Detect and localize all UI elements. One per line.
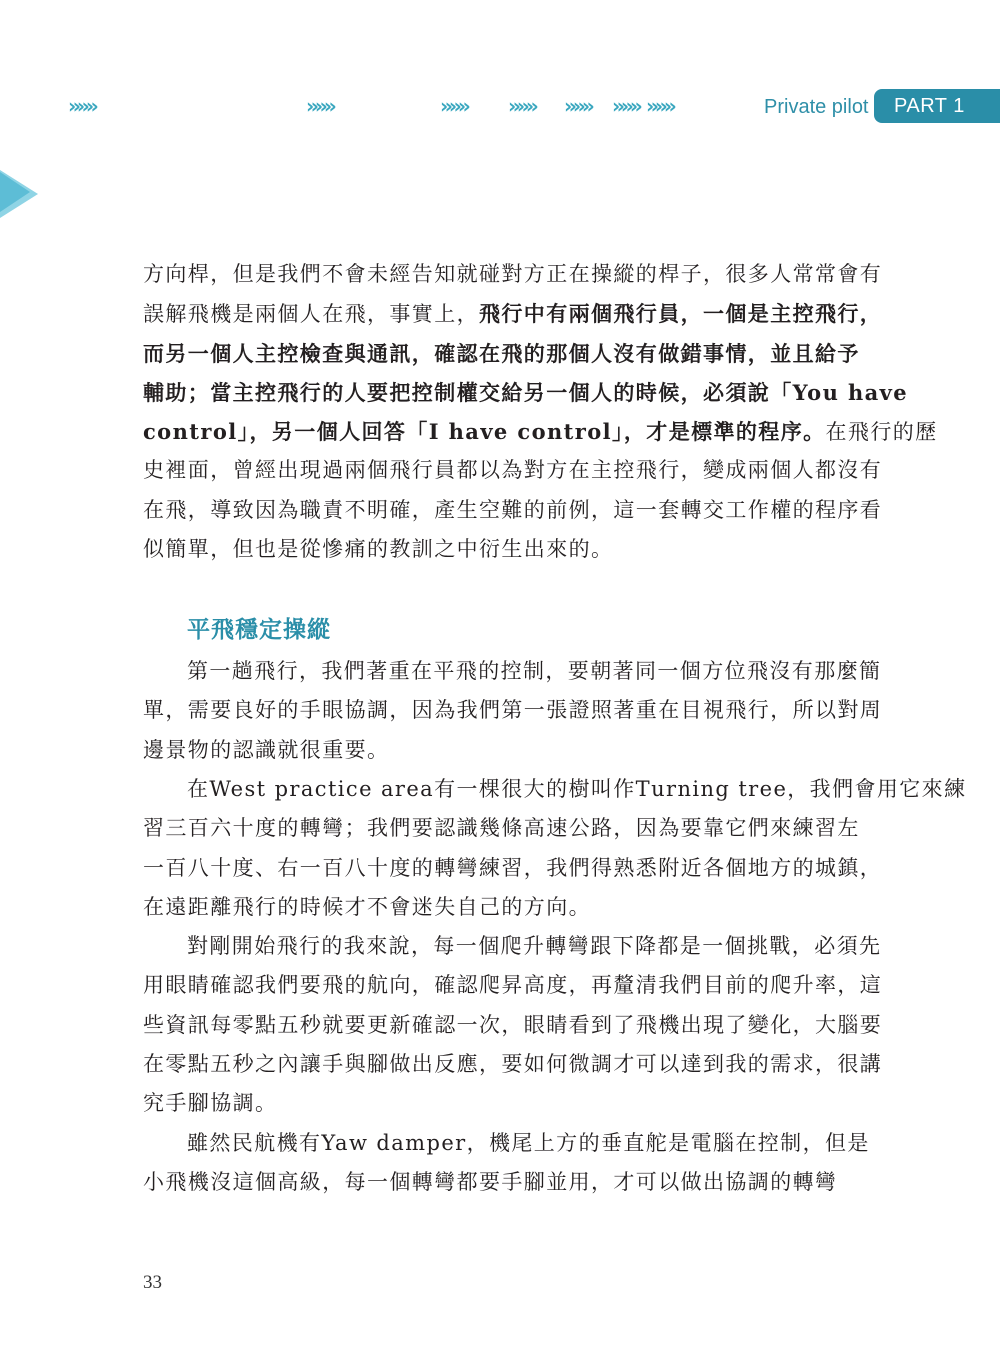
page-number: 33	[143, 1272, 162, 1293]
bold-text-span: 飛行中有兩個飛行員，一個是主控飛行，	[479, 301, 883, 327]
paragraph-level-flight	[143, 652, 903, 770]
text-line: 第一趟飛行，我們著重在平飛的控制，要朝著同一個方位飛沒有那麼簡	[187, 659, 882, 683]
text-line: 用眼睛確認我們要飛的航向，確認爬昇高度，再釐清我們目前的爬升率，這	[143, 973, 883, 998]
text-line: 究手腳協調。	[143, 1091, 278, 1116]
text-line: 小飛機沒這個高級，每一個轉彎都要手腳並用，才可以做出協調的轉彎	[143, 1170, 838, 1195]
text-line: 在遠距離飛行的時候才不會迷失自己的方向。	[143, 894, 591, 919]
chevron-decoration-icon: »»»	[508, 94, 535, 118]
text-line: 方向桿，但是我們不會未經告知就碰對方正在操縱的桿子，很多人常常會有	[143, 262, 883, 286]
text-line: 對剛開始飛行的我來說，每一個爬升轉彎跟下降都是一個挑戰，必須先	[187, 934, 882, 958]
text-line	[143, 294, 903, 333]
text-span: 誤解飛機是兩個人在飛，事實上，	[143, 302, 479, 327]
chevron-decoration-icon: »»»	[612, 94, 639, 118]
chevron-decoration-icon: »»»	[306, 94, 333, 118]
text-line: 史裡面，曾經出現過兩個飛行員都以為對方在主控飛行，變成兩個人都沒有	[143, 458, 883, 483]
corner-tab-inner-decoration	[0, 172, 30, 212]
paragraph-climb-turn	[143, 927, 903, 1123]
bold-text-span: control」，另一個人回答「I have control」，才是標準的程序。	[143, 419, 826, 445]
text-line	[143, 412, 938, 451]
paragraph-yaw-damper	[143, 1124, 903, 1203]
part-badge: PART 1	[874, 89, 1000, 123]
chevron-decoration-icon: »»»	[440, 94, 467, 118]
section-heading: 平飛穩定操縱	[187, 617, 331, 643]
text-line: 在West practice area有一棵很大的樹叫作Turning tree，我們會用它來練	[187, 777, 967, 801]
paragraph-practice-area	[143, 770, 967, 927]
text-line: 似簡單，但也是從慘痛的教訓之中衍生出來的。	[143, 537, 614, 562]
running-header-title: Private pilot	[764, 96, 869, 118]
text-line: 邊景物的認識就很重要。	[143, 737, 390, 762]
chevron-decoration-icon: »»»	[564, 94, 591, 118]
chevron-decoration-icon: »»»	[646, 94, 673, 118]
text-line: 雖然民航機有Yaw damper，機尾上方的垂直舵是電腦在控制，但是	[187, 1131, 870, 1155]
text-line: 在飛，導致因為職責不明確，產生空難的前例，這一套轉交工作權的程序看	[143, 497, 883, 522]
bold-text-line: 而另一個人主控檢查與通訊，確認在飛的那個人沒有做錯事情，並且給予	[143, 340, 860, 366]
text-span: 在飛行的歷	[825, 420, 938, 445]
text-line: 一百八十度、右一百八十度的轉彎練習，我們得熟悉附近各個地方的城鎮，	[143, 855, 883, 880]
text-line: 在零點五秒之內讓手與腳做出反應，要如何微調才可以達到我的需求，很講	[143, 1051, 883, 1076]
text-line: 些資訊每零點五秒就要更新確認一次，眼睛看到了飛機出現了變化，大腦要	[143, 1012, 883, 1037]
paragraph-intro	[143, 255, 938, 569]
text-line: 習三百六十度的轉彎；我們要認識幾條高速公路，因為要靠它們來練習左	[143, 816, 860, 841]
bold-text-line: 輔助；當主控飛行的人要把控制權交給另一個人的時候，必須說「You have	[143, 379, 908, 405]
chevron-decoration-icon: »»»	[68, 94, 95, 118]
text-line: 單，需要良好的手眼協調，因為我們第一張證照著重在目視飛行，所以對周	[143, 698, 883, 723]
